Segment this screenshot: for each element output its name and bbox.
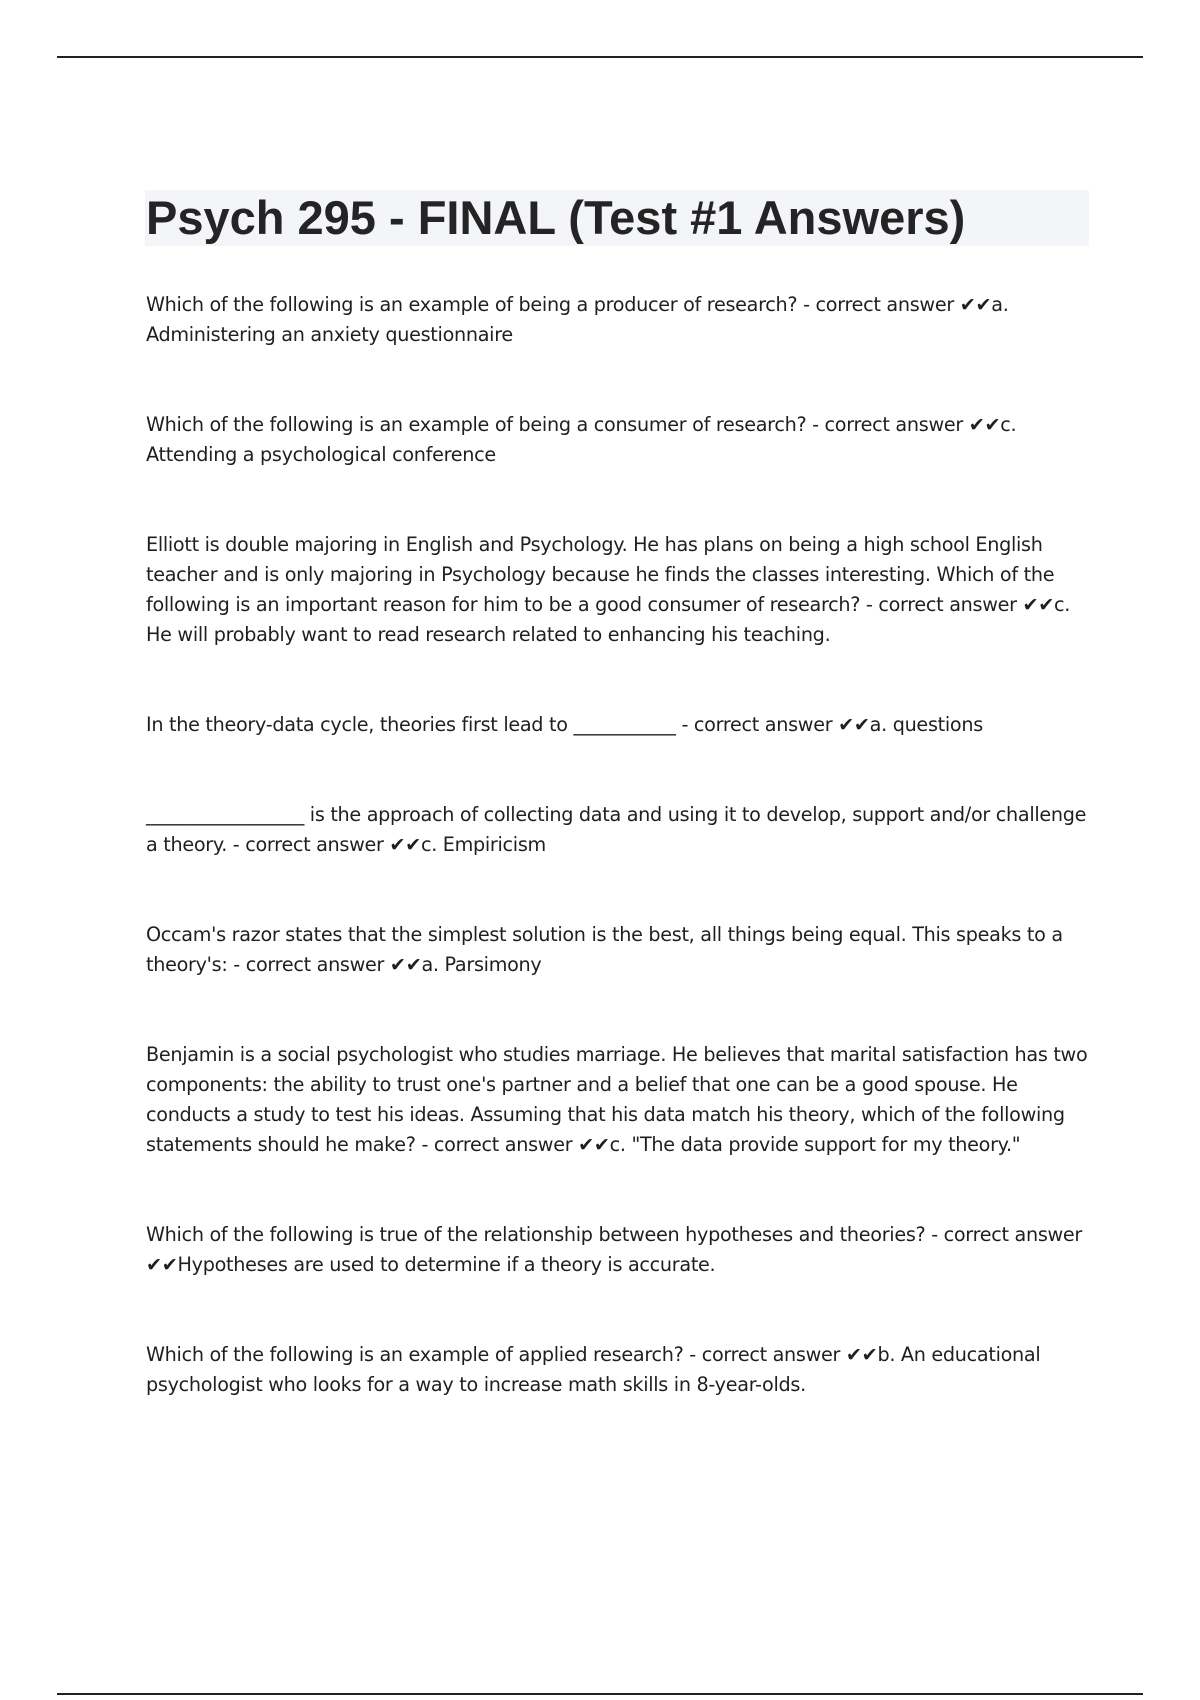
qa-item-9 xyxy=(146,1340,1090,1400)
top-divider xyxy=(57,56,1143,58)
qa-text: Which of the following is an example of being a producer of research? - correct answer ✔✔a. Administering an anxiety questionnaire xyxy=(146,293,1009,346)
qa-text: Benjamin is a social psychologist who studies marriage. He believes that marital satisfaction has two components: the ability to trust one's partner and a belief that one can be a good spouse. He conducts a study to test his ideas. Assuming that his data match his theory, which of the following statements should he make? - correct answer ✔✔c. "The data provide support for my theory." xyxy=(146,1043,1088,1156)
qa-item-1 xyxy=(146,290,1090,350)
qa-text: Elliott is double majoring in English and Psychology. He has plans on being a high school English teacher and is only majoring in Psychology because he finds the classes interesting. Which of the following is an important reason for him to be a good consumer of research? - correct answer ✔✔c. He will probably want to read research related to enhancing his teaching. xyxy=(146,533,1071,646)
qa-text: Which of the following is an example of applied research? - correct answer ✔✔b. An educational psychologist who looks for a way to increase math skills in 8-year-olds. xyxy=(146,1343,1041,1396)
qa-text: In the theory-data cycle, theories first lead to ___________ - correct answer ✔✔a. questions xyxy=(146,713,983,736)
qa-text: Occam's razor states that the simplest solution is the best, all things being equal. This speaks to a theory's: - correct answer ✔✔a. Parsimony xyxy=(146,923,1063,976)
question-answer-list xyxy=(146,290,1090,1460)
qa-item-2 xyxy=(146,410,1090,470)
qa-item-6 xyxy=(146,920,1090,980)
bottom-divider xyxy=(57,1693,1143,1695)
qa-item-4 xyxy=(146,710,1090,740)
qa-text: _________________ is the approach of collecting data and using it to develop, support and/or challenge a theory. - correct answer ✔✔c. Empiricism xyxy=(146,803,1087,856)
qa-text: Which of the following is true of the relationship between hypotheses and theories? - correct answer ✔✔Hypotheses are used to determine if a theory is accurate. xyxy=(146,1223,1083,1276)
qa-item-3 xyxy=(146,530,1090,650)
document-title: Psych 295 - FINAL (Test #1 Answers) xyxy=(146,191,966,244)
qa-item-7 xyxy=(146,1040,1090,1160)
qa-item-8 xyxy=(146,1220,1090,1280)
qa-text: Which of the following is an example of being a consumer of research? - correct answer ✔✔c. Attending a psychological conference xyxy=(146,413,1017,466)
qa-item-5 xyxy=(146,800,1090,860)
